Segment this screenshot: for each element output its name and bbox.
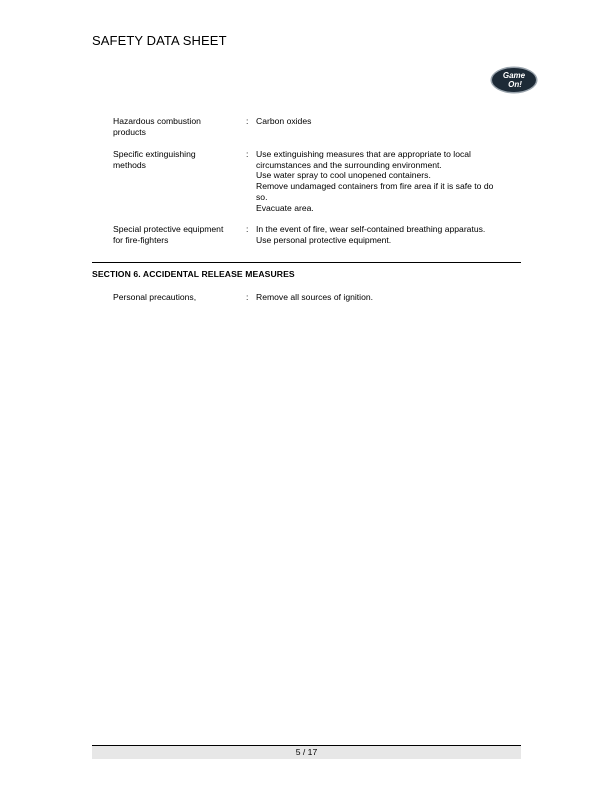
label-line: Hazardous combustion: [113, 116, 201, 126]
value-line: Evacuate area.: [256, 202, 314, 213]
value-line: Carbon oxides: [256, 116, 312, 126]
label-line: for fire-fighters: [113, 234, 169, 245]
value-line: Remove all sources of ignition.: [256, 292, 374, 302]
value-line: Use personal protective equipment.: [256, 234, 392, 245]
page-footer: [92, 745, 521, 759]
label-line: Special protective equipment: [113, 224, 224, 234]
label-value-separator: :: [246, 116, 249, 126]
game-on-logo: [490, 66, 538, 94]
document-title: SAFETY DATA SHEET: [92, 33, 227, 48]
value-line: circumstances and the surrounding environment.: [256, 159, 442, 170]
property-label: [113, 149, 239, 170]
value-line: Use extinguishing measures that are appropriate to local: [256, 149, 471, 159]
property-value: [256, 292, 524, 303]
value-line: In the event of fire, wear self-contained breathing apparatus.: [256, 224, 486, 234]
label-line: Specific extinguishing: [113, 149, 196, 159]
svg-text:On!: On!: [508, 80, 522, 89]
label-line: Personal precautions,: [113, 292, 197, 302]
label-value-separator: :: [246, 224, 249, 234]
property-label: [113, 292, 239, 303]
section-6-heading: SECTION 6. ACCIDENTAL RELEASE MEASURES: [92, 269, 295, 279]
label-line: products: [113, 126, 146, 137]
label-value-separator: :: [246, 149, 249, 159]
page-number: 5 / 17: [295, 747, 318, 757]
value-line: so.: [256, 191, 268, 202]
property-value: [256, 149, 524, 213]
value-line: Remove undamaged containers from fire area if it is safe to do: [256, 181, 494, 192]
value-line: Use water spray to cool unopened containers.: [256, 170, 431, 181]
property-value: [256, 224, 524, 245]
label-value-separator: :: [246, 292, 249, 302]
svg-text:Game: Game: [502, 71, 526, 80]
section-divider: [92, 262, 521, 263]
property-label: [113, 116, 239, 137]
label-line: methods: [113, 159, 146, 170]
property-label: [113, 224, 239, 245]
property-value: [256, 116, 524, 127]
